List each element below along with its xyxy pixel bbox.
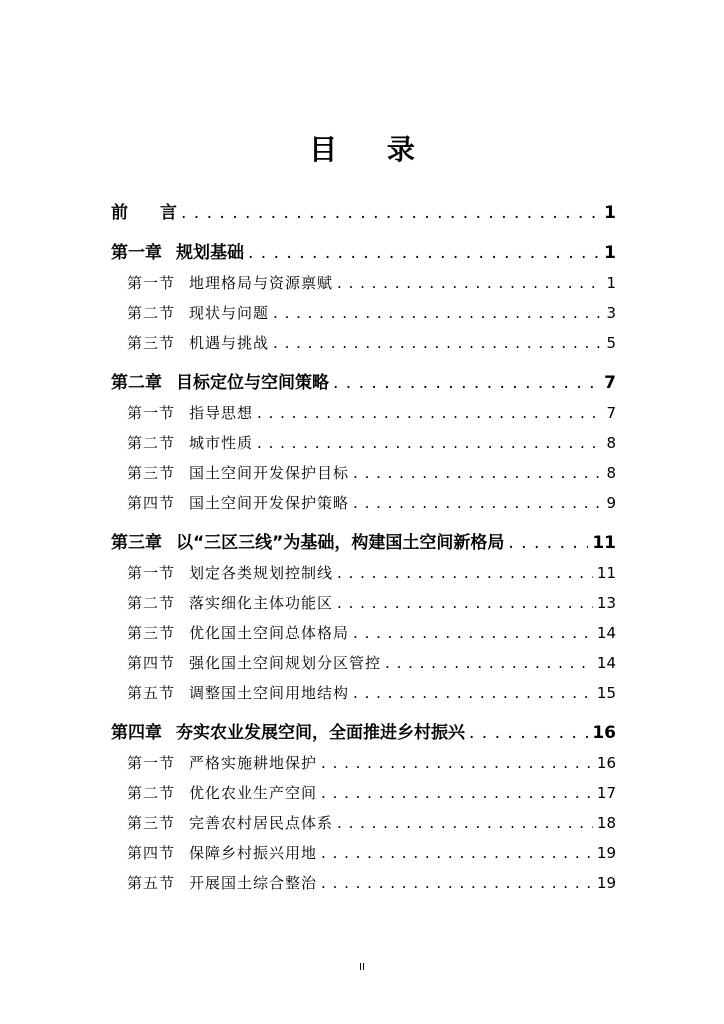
toc-entry-section[interactable]	[111, 588, 616, 618]
toc-label: 强化国土空间规划分区管控	[189, 654, 382, 672]
toc-label: 地理格局与资源禀赋	[189, 274, 334, 292]
toc-label: 机遇与挑战	[189, 334, 270, 352]
toc-number: 第三节	[127, 334, 176, 352]
toc-number: 第四节	[127, 654, 176, 672]
toc-label: 开展国土综合整治	[189, 874, 318, 892]
toc-number: 第二节	[127, 304, 176, 322]
toc-entry-section[interactable]	[111, 558, 616, 588]
dot-leader	[248, 238, 600, 268]
toc-page-number: 7	[604, 373, 616, 393]
dot-leader	[353, 678, 593, 708]
toc-label: 规划基础	[176, 243, 244, 263]
toc-number: 第一节	[127, 274, 176, 292]
toc-page-number: 3	[606, 304, 616, 322]
toc-entry-chapter-3[interactable]	[111, 528, 616, 558]
toc-page-number: 13	[596, 594, 616, 612]
toc-number: 第二章	[111, 373, 162, 393]
toc-number: 第一节	[127, 404, 176, 422]
dot-leader	[273, 298, 602, 328]
dot-leader	[337, 588, 593, 618]
toc-number: 第二节	[127, 434, 176, 452]
toc-page-number: 9	[606, 494, 616, 512]
toc-entry-preface[interactable]	[111, 198, 616, 228]
dot-leader	[273, 328, 602, 358]
toc-page-number: 5	[606, 334, 616, 352]
toc-label: 优化农业生产空间	[189, 784, 318, 802]
toc-page-number: 18	[596, 814, 616, 832]
toc-entry-section[interactable]	[111, 458, 616, 488]
toc-number: 第三章	[111, 533, 162, 553]
toc-entry-section[interactable]	[111, 868, 616, 898]
toc-entry-section[interactable]	[111, 488, 616, 518]
toc-label: 优化国土空间总体格局	[189, 624, 350, 642]
dot-leader	[353, 488, 602, 518]
toc-entry-section[interactable]	[111, 808, 616, 838]
page-title: 目 录	[309, 133, 435, 166]
toc-entry-section[interactable]	[111, 268, 616, 298]
dot-leader	[385, 648, 593, 678]
toc-number: 第五节	[127, 684, 176, 702]
toc-entry-section[interactable]	[111, 748, 616, 778]
toc-page-number: 1	[604, 243, 616, 263]
dot-leader	[321, 778, 593, 808]
dot-leader	[337, 558, 593, 588]
dot-leader	[257, 428, 602, 458]
toc-label: 完善农村居民点体系	[189, 814, 334, 832]
toc-page-number: 11	[596, 564, 616, 582]
toc-entry-section[interactable]	[111, 618, 616, 648]
toc-label: 落实细化主体功能区	[189, 594, 334, 612]
toc-label: 夯实农业发展空间，全面推进乡村振兴	[176, 723, 465, 743]
toc-label: 目标定位与空间策略	[176, 373, 329, 393]
toc-page-number: 17	[596, 784, 616, 802]
toc-page-number: 8	[606, 464, 616, 482]
toc-label: 国土空间开发保护策略	[189, 494, 350, 512]
toc-number: 第三节	[127, 464, 176, 482]
toc-number: 第一节	[127, 564, 176, 582]
toc-entry-chapter-4[interactable]	[111, 718, 616, 748]
toc-label: 保障乡村振兴用地	[189, 844, 318, 862]
toc-page-number: 16	[592, 723, 616, 743]
dot-leader	[337, 268, 602, 298]
toc-entry-section[interactable]	[111, 678, 616, 708]
dot-leader	[333, 368, 600, 398]
toc-number: 第四节	[127, 844, 176, 862]
toc-label: 以“三区三线”为基础，构建国土空间新格局	[176, 533, 505, 553]
toc-entry-section[interactable]	[111, 428, 616, 458]
toc-entry-section[interactable]	[111, 328, 616, 358]
toc-page-number: 7	[606, 404, 616, 422]
toc-entry-section[interactable]	[111, 398, 616, 428]
toc-entry-section[interactable]	[111, 648, 616, 678]
toc-label: 现状与问题	[189, 304, 270, 322]
toc-label: 严格实施耕地保护	[189, 754, 318, 772]
footer-page-number: II	[359, 962, 365, 973]
toc-number: 第二节	[127, 784, 176, 802]
toc-entry-section[interactable]	[111, 298, 616, 328]
toc-page-number: 11	[592, 533, 616, 553]
toc-number: 第一节	[127, 754, 176, 772]
toc-page-number: 16	[596, 754, 616, 772]
dot-leader	[321, 838, 593, 868]
dot-leader	[353, 618, 593, 648]
toc-label: 言	[160, 203, 177, 223]
toc-number: 第三节	[127, 814, 176, 832]
toc-page-number: 1	[606, 274, 616, 292]
toc-page-number: 14	[596, 624, 616, 642]
toc-label: 划定各类规划控制线	[189, 564, 334, 582]
toc-page-number: 19	[596, 844, 616, 862]
dot-leader	[181, 198, 600, 228]
toc-entry-section[interactable]	[111, 778, 616, 808]
toc-page-number: 8	[606, 434, 616, 452]
toc-number: 前	[111, 203, 128, 223]
toc-entry-chapter-2[interactable]	[111, 368, 616, 398]
toc-entry-section[interactable]	[111, 838, 616, 868]
table-of-contents	[111, 198, 616, 898]
toc-number: 第四章	[111, 723, 162, 743]
dot-leader	[508, 528, 588, 558]
toc-label: 指导思想	[189, 404, 254, 422]
dot-leader	[321, 868, 593, 898]
dot-leader	[337, 808, 593, 838]
toc-number: 第五节	[127, 874, 176, 892]
dot-leader	[257, 398, 602, 428]
dot-leader	[469, 718, 588, 748]
dot-leader	[353, 458, 602, 488]
toc-page-number: 14	[596, 654, 616, 672]
toc-number: 第四节	[127, 494, 176, 512]
toc-page-number: 1	[604, 203, 616, 223]
toc-page-number: 19	[596, 874, 616, 892]
toc-entry-chapter-1[interactable]	[111, 238, 616, 268]
toc-number: 第一章	[111, 243, 162, 263]
toc-label: 城市性质	[189, 434, 254, 452]
toc-label: 调整国土空间用地结构	[189, 684, 350, 702]
toc-page-number: 15	[596, 684, 616, 702]
dot-leader	[321, 748, 593, 778]
toc-number: 第二节	[127, 594, 176, 612]
toc-number: 第三节	[127, 624, 176, 642]
toc-label: 国土空间开发保护目标	[189, 464, 350, 482]
